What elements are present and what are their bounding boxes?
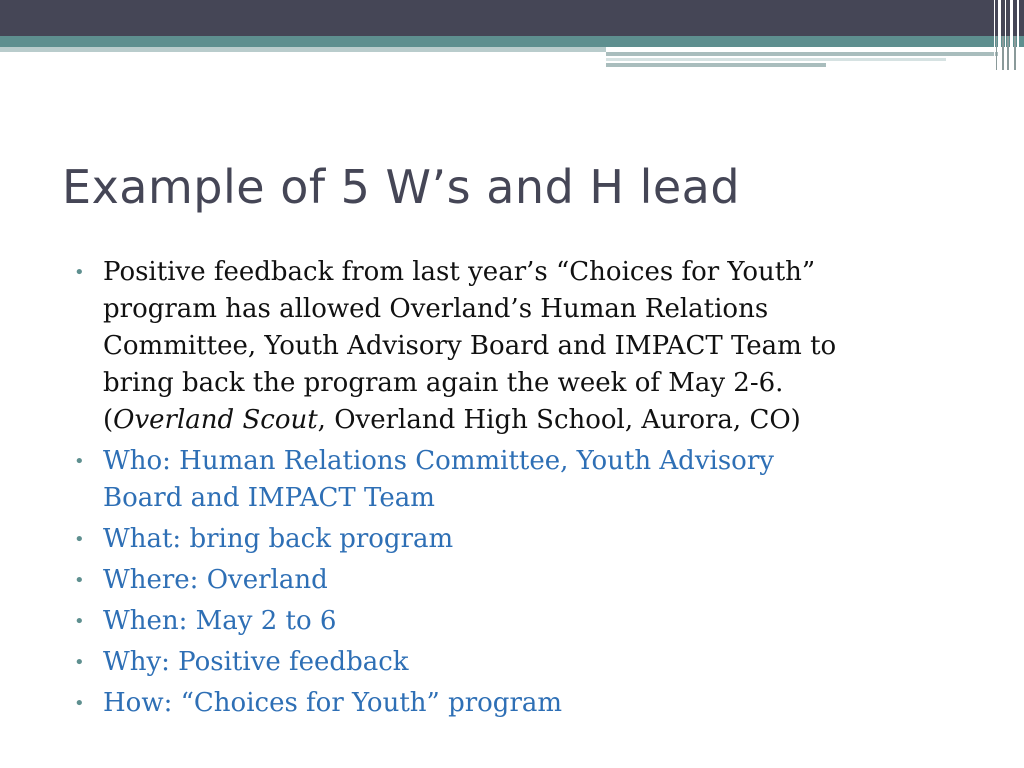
header-vertical-line [1007, 36, 1009, 70]
bullet-icon: • [74, 529, 85, 550]
bullet-icon: • [74, 693, 85, 714]
bullet-line: Where: Overland [103, 565, 328, 595]
bullet-line: When: May 2 to 6 [103, 606, 337, 636]
bullet-item-lead [72, 254, 972, 439]
header-vertical-line [994, 0, 995, 70]
bullet-item-when [72, 603, 972, 640]
bullet-item-what [72, 521, 972, 558]
bullet-line: Positive feedback from last year’s “Choices for Youth” [103, 257, 816, 287]
bullet-line: Why: Positive feedback [103, 647, 409, 677]
citation-line [103, 402, 972, 439]
bullet-line: How: “Choices for Youth” program [103, 688, 563, 718]
bullet-line: Committee, Youth Advisory Board and IMPACT Team to [103, 331, 837, 361]
bullet-line: What: bring back program [103, 524, 454, 554]
bullet-icon: • [74, 262, 85, 283]
citation-source: , Overland High School, Aurora, CO) [317, 405, 801, 435]
header-vertical-line [1005, 0, 1006, 70]
bullet-item-why [72, 644, 972, 681]
bullet-item-who [72, 443, 972, 517]
bullet-icon: • [74, 611, 85, 632]
header-vertical-line [1010, 0, 1013, 70]
header-band-teal [0, 36, 1024, 47]
header-right-line [606, 63, 826, 67]
bullet-item-where [72, 562, 972, 599]
bullet-line: Board and IMPACT Team [103, 483, 435, 513]
bullet-icon: • [74, 652, 85, 673]
header-vertical-line [998, 0, 1001, 70]
bullet-icon: • [74, 570, 85, 591]
header-vertical-line [996, 36, 997, 70]
header-vertical-line [1014, 36, 1016, 70]
bullet-line: bring back the program again the week of May 2-6. [103, 368, 784, 398]
bullet-list [72, 254, 972, 726]
bullet-icon: • [74, 451, 85, 472]
slide-title: Example of 5 W’s and H lead [62, 160, 741, 214]
header-right-line [606, 52, 1001, 56]
header-vertical-line [1002, 36, 1004, 70]
bullet-line: Who: Human Relations Committee, Youth Advisory [103, 446, 774, 476]
citation-open: ( [103, 405, 114, 435]
header-band-dark [0, 0, 1024, 36]
header-vertical-line [1017, 0, 1019, 70]
citation-publication: Overland Scout [113, 405, 318, 435]
bullet-line: program has allowed Overland’s Human Relations [103, 294, 769, 324]
header-right-line [606, 58, 946, 61]
bullet-item-how [72, 685, 972, 722]
